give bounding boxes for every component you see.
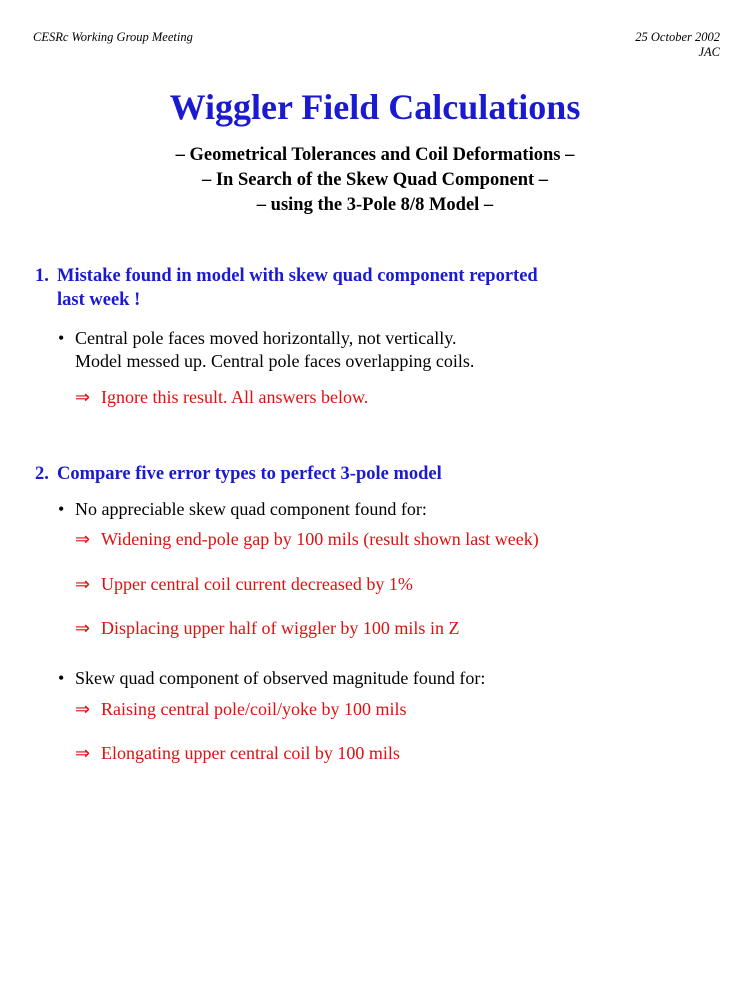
header-date-author xyxy=(635,30,720,60)
implies-arrow-icon: ⇒ xyxy=(75,529,91,549)
section-1-result-text: Ignore this result. All answers below. xyxy=(101,387,369,407)
bullet-icon: • xyxy=(58,328,65,348)
page-title: Wiggler Field Calculations xyxy=(169,87,581,127)
section-1-number: 1. xyxy=(35,266,49,286)
section-2-heading-text: Compare five error types to perfect 3-pole model xyxy=(57,464,442,484)
result-item xyxy=(75,529,539,550)
implies-arrow-icon: ⇒ xyxy=(75,743,91,763)
header-meeting-name: CESRc Working Group Meeting xyxy=(33,30,193,44)
result-item-text: Upper central coil current decreased by 1% xyxy=(101,574,413,594)
section-1-line-2: last week ! xyxy=(57,290,141,310)
subtitle-2: – In Search of the Skew Quad Component – xyxy=(201,170,549,190)
result-item xyxy=(75,699,406,720)
subtitle-1: – Geometrical Tolerances and Coil Deformations – xyxy=(175,145,575,165)
implies-arrow-icon: ⇒ xyxy=(75,618,91,638)
header-author: JAC xyxy=(698,45,720,59)
implies-arrow-icon: ⇒ xyxy=(75,387,91,407)
result-item-text: Elongating upper central coil by 100 mils xyxy=(101,743,400,763)
section-1-heading xyxy=(35,264,538,312)
section-2-bullet-2-text: Skew quad component of observed magnitude found for: xyxy=(75,668,486,688)
result-item xyxy=(75,618,459,639)
section-2-number: 2. xyxy=(35,464,49,484)
implies-arrow-icon: ⇒ xyxy=(75,574,91,594)
result-item xyxy=(75,574,413,595)
section-1-bullet-line-2: Model messed up. Central pole faces overlapping coils. xyxy=(75,351,475,371)
result-item-text: Displacing upper half of wiggler by 100 mils in Z xyxy=(101,618,460,638)
subtitle-block xyxy=(0,143,750,218)
section-1-bullet-line-1: Central pole faces moved horizontally, not vertically. xyxy=(75,328,457,348)
section-2-bullet-1-text: No appreciable skew quad component found for: xyxy=(75,499,427,519)
subtitle-3: – using the 3-Pole 8/8 Model – xyxy=(256,195,494,215)
result-item-text: Raising central pole/coil/yoke by 100 mils xyxy=(101,699,407,719)
result-item-text: Widening end-pole gap by 100 mils (result shown last week) xyxy=(101,529,539,549)
section-2-bullet-1 xyxy=(58,498,427,521)
bullet-icon: • xyxy=(58,668,65,688)
header-date: 25 October 2002 xyxy=(635,30,720,44)
section-1-line-1: Mistake found in model with skew quad component reported xyxy=(57,266,538,286)
bullet-icon: • xyxy=(58,499,65,519)
section-2-bullet-2 xyxy=(58,667,485,690)
implies-arrow-icon: ⇒ xyxy=(75,699,91,719)
result-item xyxy=(75,743,400,764)
section-1-bullet xyxy=(58,327,474,373)
section-2-heading xyxy=(35,462,442,486)
section-1-result xyxy=(75,387,368,408)
